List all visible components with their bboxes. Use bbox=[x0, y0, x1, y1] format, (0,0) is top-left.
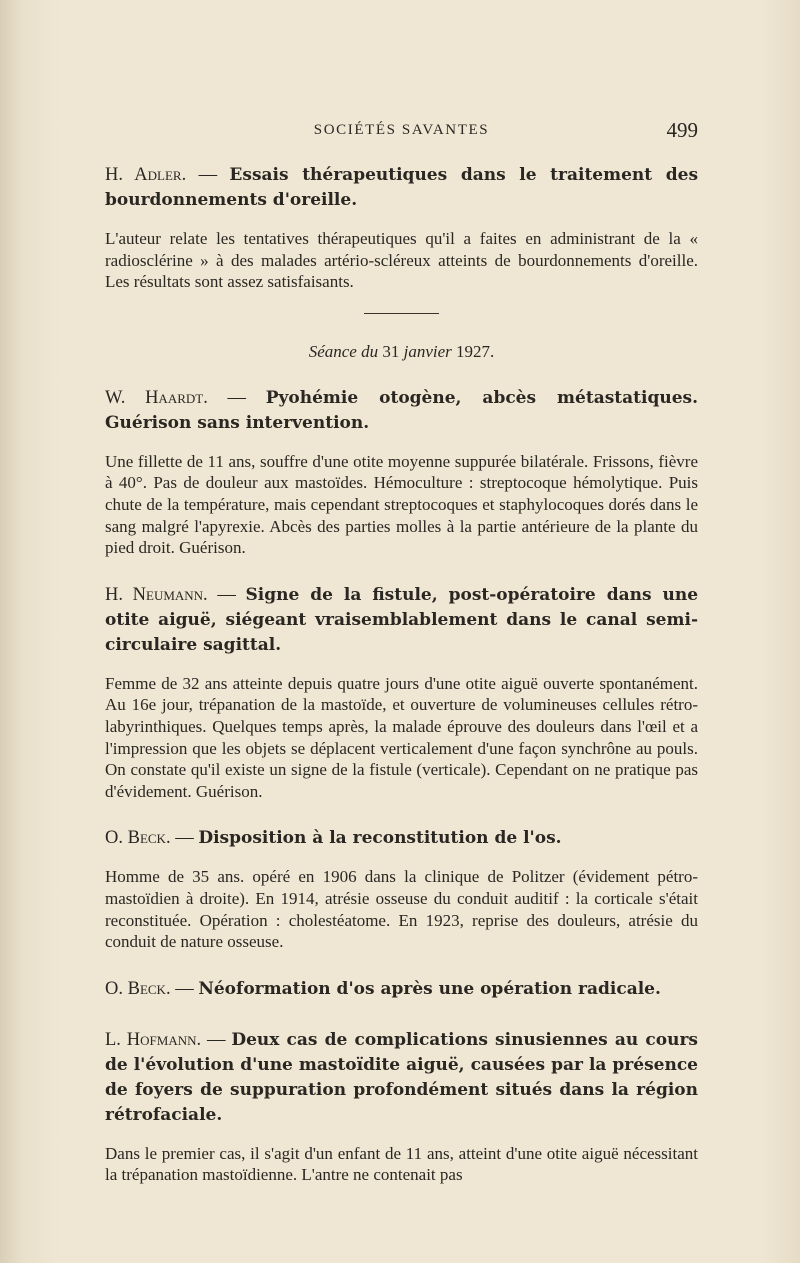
entry-dash: — bbox=[206, 1029, 226, 1050]
entry-beck-2 bbox=[105, 977, 698, 1002]
seance-day: 31 bbox=[382, 341, 400, 361]
entry-author: L. Hofmann. bbox=[105, 1029, 202, 1050]
section-divider bbox=[364, 313, 439, 314]
article-body bbox=[105, 163, 698, 1206]
entry-beck-1 bbox=[105, 826, 698, 952]
seance-month: janvier bbox=[403, 341, 452, 361]
entry-author: H. Neumann. bbox=[105, 584, 208, 605]
entry-title: Deux cas de complications sinusiennes au cours de l'évolution d'une mastoïdite aiguë, causées par la présence de foyers de suppuration profondément situés dans la région rétrofaciale. bbox=[105, 1029, 698, 1125]
entry-title: Disposition à la reconstitution de l'os. bbox=[198, 828, 562, 849]
entry-text: L'auteur relate les tentatives thérapeutiques qu'il a faites en administrant de la « radiosclérine » à des malades artério-scléreux atteints de bourdonnements d'oreille. Les résultats sont assez satisfaisants. bbox=[105, 229, 698, 292]
entry-haardt bbox=[105, 386, 698, 559]
entry-text: Homme de 35 ans. opéré en 1906 dans la clinique de Politzer (évidement pétro-mastoïdien à droite). En 1914, atrésie osseuse du conduit auditif : la corticale s'était reconstituée. Opération : cholestéatome. En 1923, reprise des douleurs, atrésie du conduit de nature osseuse. bbox=[105, 867, 698, 952]
entry-adler bbox=[105, 163, 698, 293]
entry-dash: — bbox=[175, 828, 194, 849]
entry-dash: — bbox=[175, 978, 194, 999]
entry-dash: — bbox=[227, 387, 247, 408]
entry-heading bbox=[105, 977, 698, 1002]
seance-prefix: Séance du bbox=[308, 341, 379, 361]
entry-hofmann bbox=[105, 1028, 698, 1186]
entry-author: W. Haardt. bbox=[105, 387, 208, 408]
entry-heading bbox=[105, 826, 698, 851]
running-title: SOCIÉTÉS SAVANTES bbox=[313, 122, 490, 138]
entry-title: Pyohémie otogène, abcès métastatiques. Guérison sans intervention. bbox=[105, 387, 699, 433]
entry-dash: — bbox=[198, 165, 218, 185]
entry-heading bbox=[105, 1028, 698, 1128]
entry-title: Néoformation d'os après une opération radicale. bbox=[198, 978, 661, 999]
entry-dash: — bbox=[217, 584, 236, 605]
entry-text: Une fillette de 11 ans, souffre d'une otite moyenne suppurée bilatérale. Frissons, fièvre à 40°. Pas de douleur aux mastoïdes. Hémoculture : streptocoque hémolytique. Puis chute de la température, mais cependant streptocoques et staphylocoques dorés dans le sang malgré l'apyrexie. Abcès des parties molles à la partie antérieure de la plante du pied droit. Guérison. bbox=[105, 451, 698, 558]
entry-text: Femme de 32 ans atteinte depuis quatre jours d'une otite aiguë ouverte spontanément. Au 16e jour, trépanation de la mastoïde, et ouverture de volumineuses cellules rétro-labyrinthiques. Quelques temps après, la malade éprouve des douleurs dans l'œil et a l'impression que les objets se déplacent verticalement d'une façon synchrône au pouls. On constate qu'il existe un signe de la fistule (verticale). Cependant on ne pratique pas d'évidement. Guérison. bbox=[105, 673, 698, 801]
entry-author: O. Beck. bbox=[105, 828, 171, 849]
page-number: 499 bbox=[666, 118, 698, 142]
entry-neumann bbox=[105, 583, 698, 803]
entry-heading bbox=[105, 583, 698, 658]
page-header bbox=[105, 118, 698, 142]
seance-year: 1927. bbox=[456, 341, 495, 361]
entry-author: H. Adler. bbox=[105, 165, 187, 185]
entry-title: Essais thérapeutiques dans le traitement des bourdonnements d'oreille. bbox=[105, 165, 699, 210]
entry-heading bbox=[105, 386, 698, 436]
seance-heading bbox=[105, 342, 698, 362]
entry-heading bbox=[105, 163, 698, 213]
entry-text: Dans le premier cas, il s'agit d'un enfant de 11 ans, atteint d'une otite aiguë nécessitant la trépanation mastoïdienne. L'antre ne contenait pas bbox=[105, 1143, 698, 1185]
entry-author: O. Beck. bbox=[105, 978, 171, 999]
entry-title: Signe de la fistule, post-opératoire dans une otite aiguë, siégeant vraisemblablement dans le canal semi-circulaire sagittal. bbox=[105, 584, 699, 655]
